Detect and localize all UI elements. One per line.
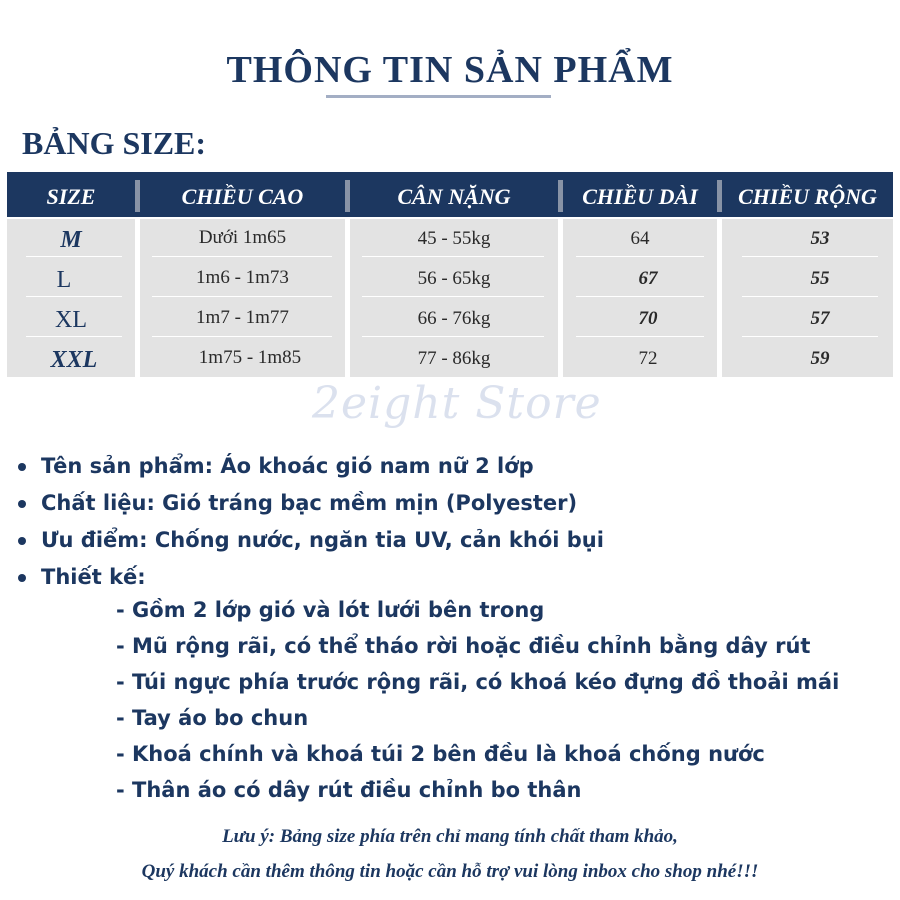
row-divider: [742, 336, 878, 337]
cell-height: Dưới 1m65: [198, 227, 287, 248]
header-width: CHIỀU RỘNG: [738, 184, 877, 209]
store-watermark: 2eight Store: [312, 378, 602, 429]
bullet-icon: [18, 500, 26, 508]
row-divider: [26, 336, 122, 337]
row-divider: [26, 256, 122, 257]
page-title: THÔNG TIN SẢN PHẨM: [226, 49, 674, 91]
size-table-heading: BẢNG SIZE:: [22, 125, 207, 161]
list-item: [16, 485, 604, 522]
product-design-label: Thiết kế:: [41, 565, 146, 589]
size-table-header: [7, 172, 893, 217]
cell-size: M: [60, 227, 82, 253]
cell-weight: 77 - 86kg: [417, 348, 491, 369]
cell-length: 72: [638, 348, 658, 369]
cell-weight: 56 - 65kg: [417, 268, 491, 289]
list-item: [16, 559, 604, 596]
header-weight: CÂN NẶNG: [397, 184, 511, 209]
cell-width: 55: [810, 268, 830, 289]
bullet-icon: [18, 537, 26, 545]
row-divider: [576, 336, 704, 337]
header-size: SIZE: [46, 184, 96, 209]
product-material: Chất liệu: Gió tráng bạc mềm mịn (Polyester): [41, 491, 578, 515]
list-item: [16, 448, 604, 485]
design-detail: - Tay áo bo chun: [116, 706, 309, 730]
design-details-list: [116, 592, 839, 808]
row-divider: [362, 296, 544, 297]
header-length: CHIỀU DÀI: [582, 184, 698, 209]
cell-size: XL: [55, 307, 87, 333]
cell-height: 1m7 - 1m77: [196, 307, 289, 328]
cell-width: 59: [810, 348, 830, 369]
design-detail: - Túi ngực phía trước rộng rãi, có khoá kéo đựng đồ thoải mái: [116, 670, 840, 694]
row-divider: [742, 296, 878, 297]
cell-weight: 45 - 55kg: [417, 228, 491, 249]
cell-weight: 66 - 76kg: [417, 308, 491, 329]
design-detail: - Gồm 2 lớp gió và lót lưới bên trong: [116, 598, 545, 622]
row-divider: [576, 296, 704, 297]
row-divider: [26, 296, 122, 297]
product-name: Tên sản phẩm: Áo khoác gió nam nữ 2 lớp: [41, 454, 534, 478]
row-divider: [362, 256, 544, 257]
row-divider: [362, 336, 544, 337]
row-divider: [576, 256, 704, 257]
row-divider: [152, 256, 332, 257]
bullet-icon: [18, 463, 26, 471]
design-detail: - Khoá chính và khoá túi 2 bên đều là khoá chống nước: [116, 742, 765, 766]
product-info-list: [16, 448, 604, 596]
note-line-2: Quý khách cần thêm thông tin hoặc cần hỗ trợ vui lòng inbox cho shop nhé!!!: [141, 861, 759, 882]
cell-length: 67: [638, 268, 658, 289]
row-divider: [742, 256, 878, 257]
cell-width: 57: [810, 308, 830, 329]
row-divider: [152, 336, 332, 337]
design-detail: - Mũ rộng rãi, có thể tháo rời hoặc điều chỉnh bằng dây rút: [116, 634, 811, 658]
cell-size: L: [56, 267, 72, 293]
bullet-icon: [18, 574, 26, 582]
cell-size: XXL: [50, 347, 98, 373]
header-height: CHIỀU CAO: [181, 184, 304, 209]
cell-length: 70: [638, 308, 658, 329]
product-advantages: Ưu điểm: Chống nước, ngăn tia UV, cản khói bụi: [41, 528, 604, 552]
title-underline: [326, 95, 551, 98]
cell-height: 1m75 - 1m85: [198, 347, 302, 368]
note-line-1: Lưu ý: Bảng size phía trên chỉ mang tính chất tham khảo,: [222, 826, 678, 847]
design-detail: - Thân áo có dây rút điều chỉnh bo thân: [116, 778, 582, 802]
cell-width: 53: [810, 228, 830, 249]
row-divider: [152, 296, 332, 297]
cell-height: 1m6 - 1m73: [196, 267, 289, 288]
list-item: [16, 522, 604, 559]
cell-length: 64: [630, 228, 650, 249]
